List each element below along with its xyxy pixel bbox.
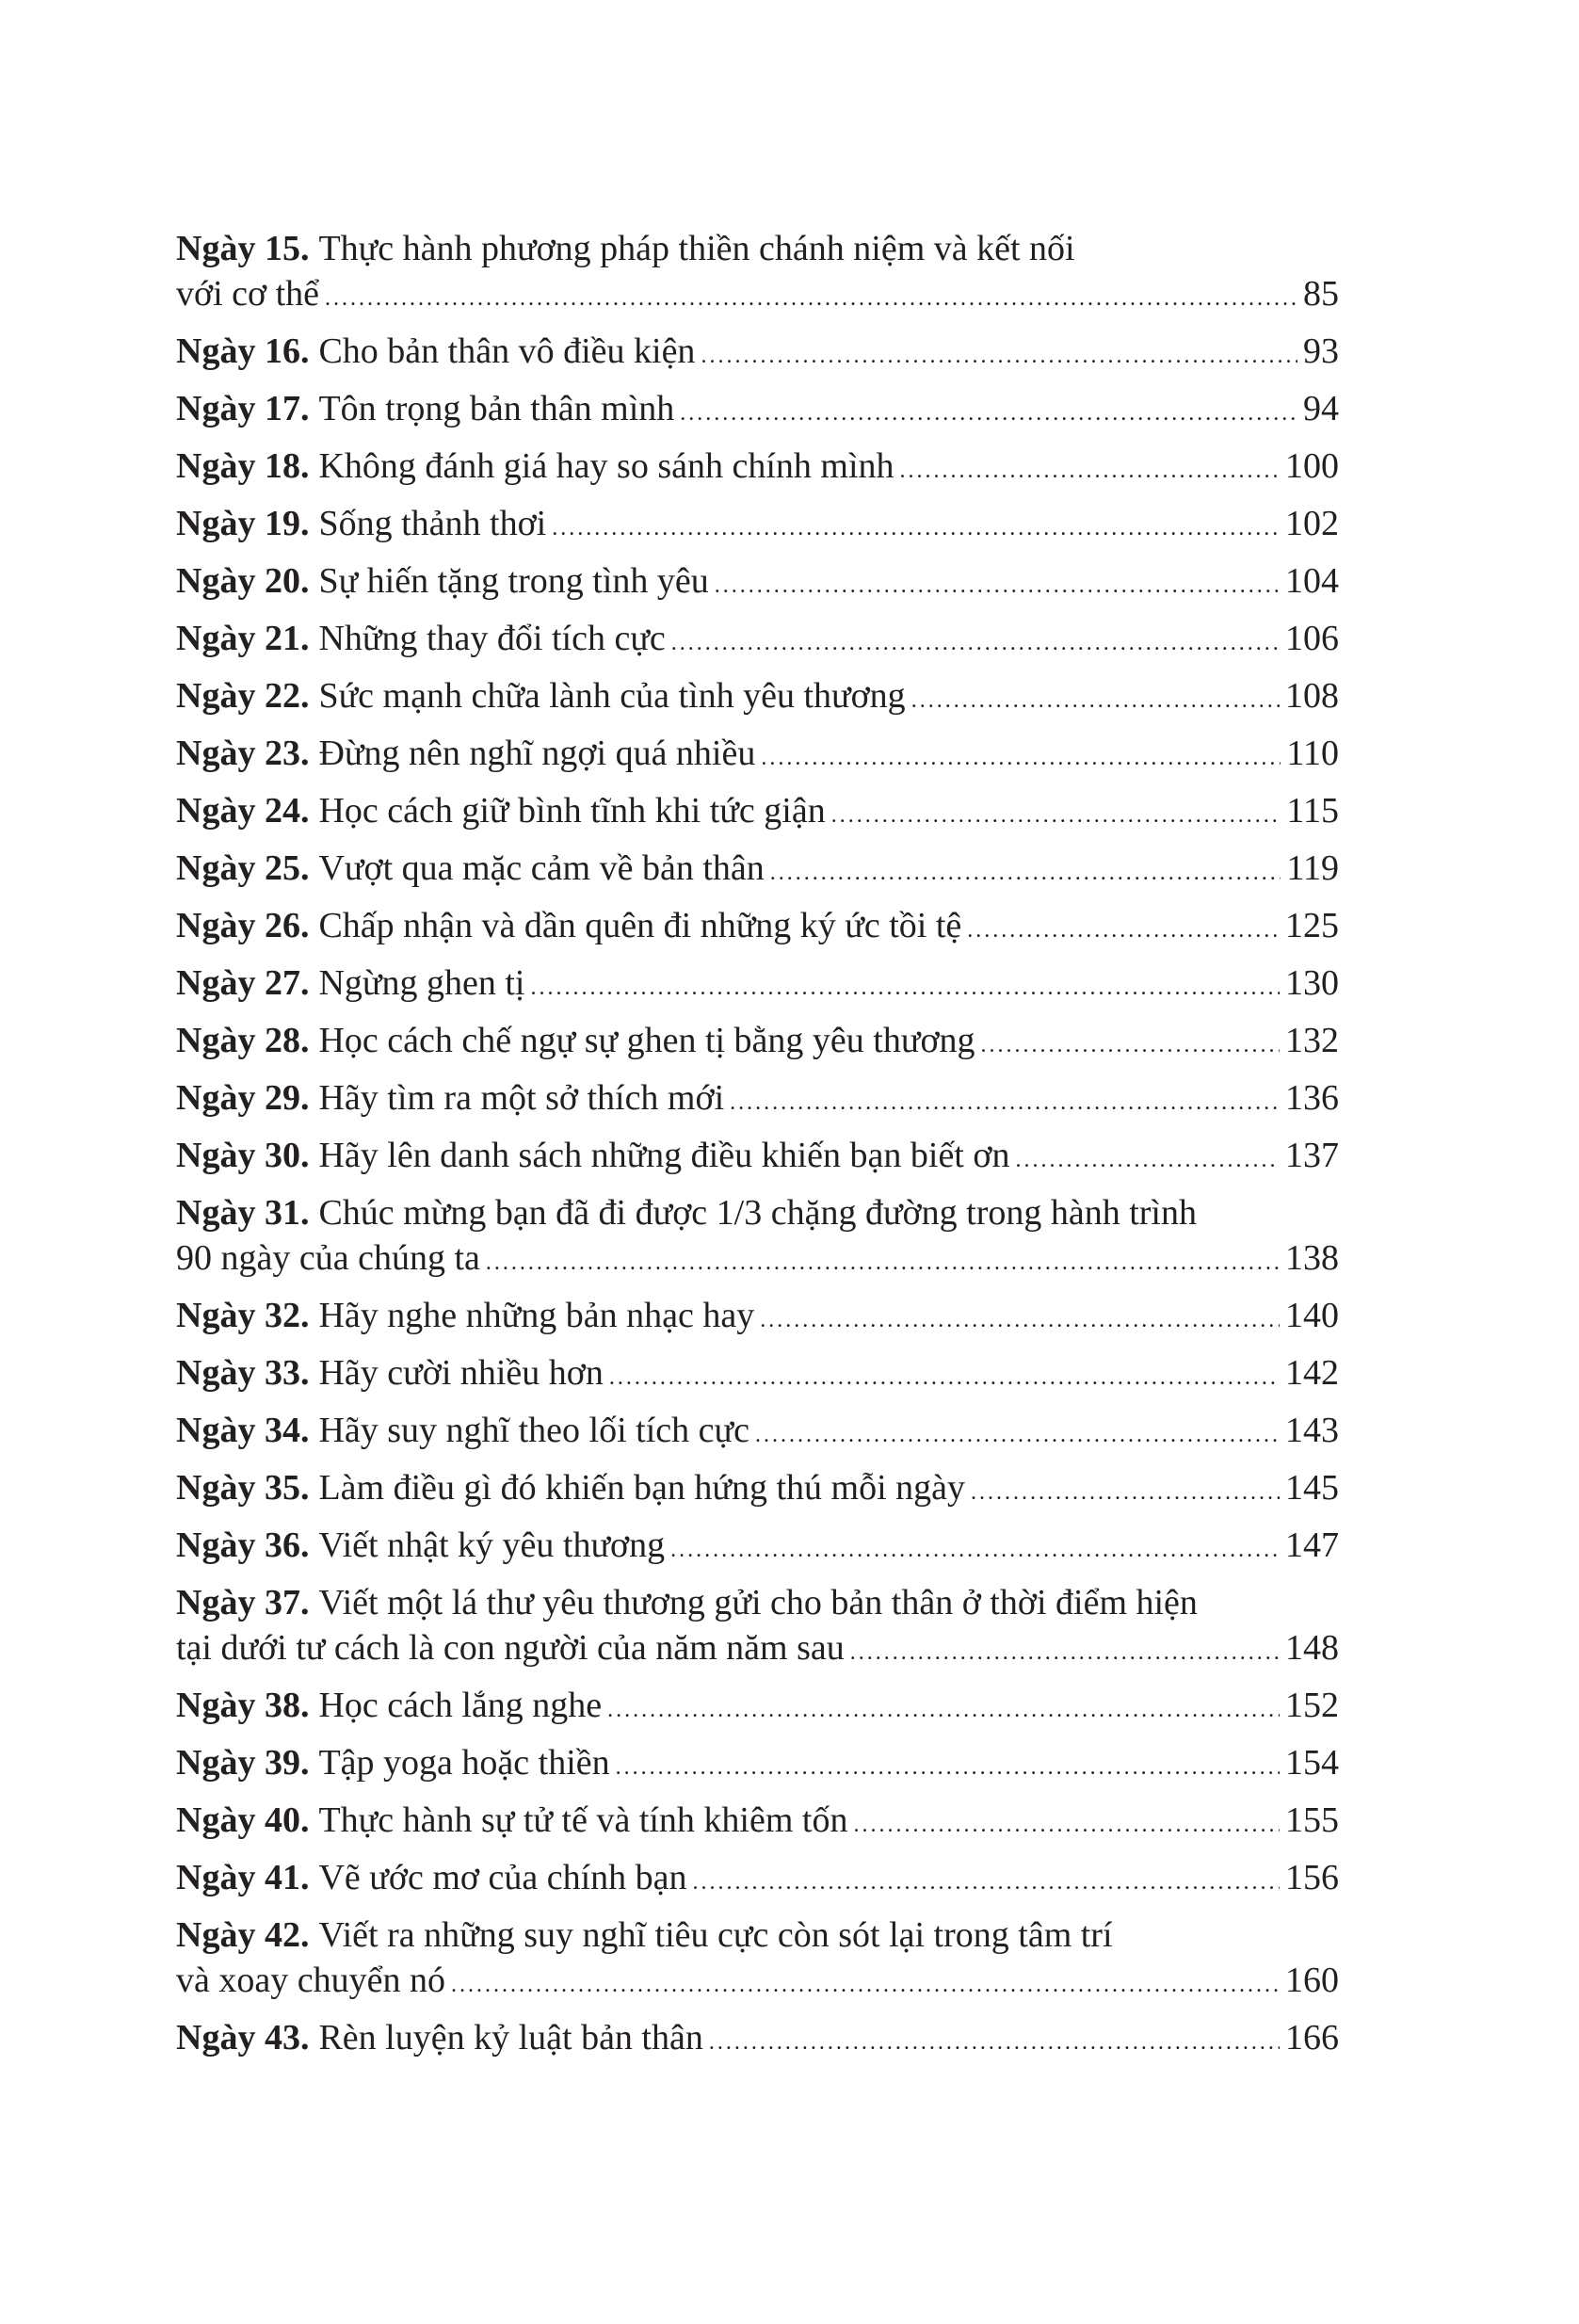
dot-leader xyxy=(1015,1138,1280,1183)
toc-entry-line xyxy=(176,1133,1339,1178)
entry-title: Viết một lá thư yêu thương gửi cho bản thân ở thời điểm hiện xyxy=(318,1583,1198,1622)
toc-entry xyxy=(176,1408,1339,1453)
entry-title: Chấp nhận và dần quên đi những ký ức tồi tệ xyxy=(318,906,962,945)
toc-entry xyxy=(176,1912,1339,2003)
toc-entry xyxy=(176,673,1339,718)
toc-entry xyxy=(176,846,1339,891)
toc-entry xyxy=(176,386,1339,431)
toc-entry xyxy=(176,903,1339,948)
day-label: Ngày 30. xyxy=(176,1136,310,1175)
dot-leader xyxy=(451,1962,1280,2008)
toc-entry-line xyxy=(176,960,1339,1006)
entry-title: Sức mạnh chữa lành của tình yêu thương xyxy=(318,676,906,716)
page-number: 143 xyxy=(1285,1411,1339,1450)
dot-leader xyxy=(911,678,1280,723)
day-label: Ngày 27. xyxy=(176,963,310,1003)
toc-entry xyxy=(176,1018,1339,1063)
page-number: 130 xyxy=(1285,963,1339,1003)
entry-title: Hãy suy nghĩ theo lối tích cực xyxy=(318,1411,749,1450)
toc-entry-line xyxy=(176,616,1339,661)
entry-title: Viết nhật ký yêu thương xyxy=(318,1525,666,1565)
toc-entry xyxy=(176,1075,1339,1121)
toc-entry-line xyxy=(176,386,1339,431)
dot-leader xyxy=(680,391,1297,436)
toc-entry xyxy=(176,1740,1339,1785)
toc-entry-line xyxy=(176,1855,1339,1900)
dot-leader xyxy=(609,1355,1280,1400)
toc-entry-line xyxy=(176,1018,1339,1063)
day-label: Ngày 31. xyxy=(176,1193,310,1233)
entry-title: Thực hành sự tử tế và tính khiêm tốn xyxy=(318,1800,848,1840)
day-label: Ngày 21. xyxy=(176,619,310,658)
toc-entry-line xyxy=(176,1580,1339,1625)
toc-entry-line xyxy=(176,1465,1339,1510)
toc-entry-line xyxy=(176,329,1339,374)
toc-entry-line xyxy=(176,1190,1339,1235)
entry-title: tại dưới tư cách là con người của năm năm sau xyxy=(176,1628,845,1668)
day-label: Ngày 38. xyxy=(176,1686,310,1725)
toc-entry xyxy=(176,1293,1339,1338)
page-number: 85 xyxy=(1303,274,1339,314)
toc-entry-line xyxy=(176,1523,1339,1568)
toc-entry-line xyxy=(176,731,1339,776)
page-number: 148 xyxy=(1285,1628,1339,1668)
dot-leader xyxy=(770,850,1281,896)
toc-entry-line xyxy=(176,903,1339,948)
page-number: 160 xyxy=(1285,1961,1339,2000)
day-label: Ngày 40. xyxy=(176,1800,310,1840)
toc-entry xyxy=(176,558,1339,604)
dot-leader xyxy=(730,1080,1280,1125)
toc-entry-line xyxy=(176,1235,1339,1281)
day-label: Ngày 17. xyxy=(176,389,310,428)
entry-title: và xoay chuyển nó xyxy=(176,1961,445,2000)
toc-entry xyxy=(176,731,1339,776)
toc-entry-line xyxy=(176,1408,1339,1453)
entry-title: Tôn trọng bản thân mình xyxy=(318,389,675,428)
dot-leader xyxy=(715,563,1280,608)
dot-leader xyxy=(971,1470,1280,1515)
page-number: 137 xyxy=(1285,1136,1339,1175)
toc-entry xyxy=(176,1580,1339,1670)
entry-title: Hãy tìm ra một sở thích mới xyxy=(318,1078,725,1118)
toc-entry xyxy=(176,1523,1339,1568)
dot-leader xyxy=(967,908,1280,953)
day-label: Ngày 22. xyxy=(176,676,310,716)
page-number: 106 xyxy=(1285,619,1339,658)
day-label: Ngày 43. xyxy=(176,2018,310,2058)
toc-entry-line xyxy=(176,846,1339,891)
page-number: 104 xyxy=(1285,561,1339,601)
dot-leader xyxy=(853,1802,1280,1848)
page-number: 155 xyxy=(1285,1800,1339,1840)
toc-entry-line xyxy=(176,1625,1339,1670)
entry-title: Cho bản thân vô điều kiện xyxy=(318,331,696,371)
toc-entry xyxy=(176,1350,1339,1396)
entry-title: Học cách giữ bình tĩnh khi tức giận xyxy=(318,791,826,831)
dot-leader xyxy=(486,1240,1280,1285)
dot-leader xyxy=(831,793,1281,838)
toc-entry-line xyxy=(176,1958,1339,2003)
entry-title: Chúc mừng bạn đã đi được 1/3 chặng đường trong hành trình xyxy=(318,1193,1197,1233)
toc-entry xyxy=(176,2015,1339,2060)
page-number: 142 xyxy=(1285,1353,1339,1393)
page-number: 147 xyxy=(1285,1525,1339,1565)
toc-entry xyxy=(176,1683,1339,1728)
page-number: 102 xyxy=(1285,504,1339,543)
entry-title: Học cách chế ngự sự ghen tị bằng yêu thương xyxy=(318,1021,975,1060)
page-number: 136 xyxy=(1285,1078,1339,1118)
page-number: 152 xyxy=(1285,1686,1339,1725)
page-number: 115 xyxy=(1286,791,1339,831)
day-label: Ngày 35. xyxy=(176,1468,310,1508)
page-number: 166 xyxy=(1285,2018,1339,2058)
toc-entry-line xyxy=(176,1740,1339,1785)
toc-entry xyxy=(176,329,1339,374)
toc-entry-line xyxy=(176,2015,1339,2060)
page-number: 145 xyxy=(1285,1468,1339,1508)
entry-title: Vẽ ước mơ của chính bạn xyxy=(318,1858,687,1897)
toc-entry-line xyxy=(176,1798,1339,1843)
toc-entry xyxy=(176,1190,1339,1281)
dot-leader xyxy=(709,2020,1280,2065)
day-label: Ngày 33. xyxy=(176,1353,310,1393)
entry-title: Hãy cười nhiều hơn xyxy=(318,1353,604,1393)
day-label: Ngày 15. xyxy=(176,229,310,268)
page-number: 125 xyxy=(1285,906,1339,945)
page-number: 132 xyxy=(1285,1021,1339,1060)
page-number: 108 xyxy=(1285,676,1339,716)
dot-leader xyxy=(325,276,1297,321)
toc-entry-line xyxy=(176,788,1339,833)
day-label: Ngày 25. xyxy=(176,848,310,888)
toc-entry-line xyxy=(176,558,1339,604)
entry-title: 90 ngày của chúng ta xyxy=(176,1238,480,1278)
dot-leader xyxy=(552,506,1280,551)
dot-leader xyxy=(760,1298,1280,1343)
day-label: Ngày 20. xyxy=(176,561,310,601)
page-number: 140 xyxy=(1285,1296,1339,1335)
entry-title: với cơ thể xyxy=(176,274,320,314)
entry-title: Vượt qua mặc cảm về bản thân xyxy=(318,848,765,888)
entry-title: Học cách lắng nghe xyxy=(318,1686,603,1725)
toc-entry xyxy=(176,616,1339,661)
day-label: Ngày 32. xyxy=(176,1296,310,1335)
toc-entry-line xyxy=(176,1683,1339,1728)
entry-title: Làm điều gì đó khiến bạn hứng thú mỗi ngày xyxy=(318,1468,965,1508)
dot-leader xyxy=(616,1745,1280,1790)
page-number: 100 xyxy=(1285,446,1339,486)
toc-entry-line xyxy=(176,226,1339,271)
entry-title: Hãy lên danh sách những điều khiến bạn biết ơn xyxy=(318,1136,1010,1175)
entry-title: Sống thảnh thơi xyxy=(318,504,547,543)
toc-entry xyxy=(176,960,1339,1006)
page-number: 154 xyxy=(1285,1743,1339,1783)
toc-entry xyxy=(176,226,1339,316)
page-number: 110 xyxy=(1286,734,1339,773)
page-number: 94 xyxy=(1303,389,1339,428)
page-number: 156 xyxy=(1285,1858,1339,1897)
day-label: Ngày 23. xyxy=(176,734,310,773)
entry-title: Thực hành phương pháp thiền chánh niệm và kết nối xyxy=(318,229,1075,268)
day-label: Ngày 42. xyxy=(176,1915,310,1955)
page-number: 138 xyxy=(1285,1238,1339,1278)
toc-entry-line xyxy=(176,673,1339,718)
dot-leader xyxy=(701,333,1297,379)
toc-entry xyxy=(176,1855,1339,1900)
toc-entry xyxy=(176,444,1339,489)
toc-entry-line xyxy=(176,1912,1339,1958)
toc-entry xyxy=(176,1798,1339,1843)
toc-entry-line xyxy=(176,1293,1339,1338)
entry-title: Không đánh giá hay so sánh chính mình xyxy=(318,446,894,486)
toc-entry-line xyxy=(176,1350,1339,1396)
dot-leader xyxy=(607,1687,1280,1733)
toc-entry-line xyxy=(176,271,1339,316)
dot-leader xyxy=(761,735,1281,781)
dot-leader xyxy=(693,1860,1281,1905)
day-label: Ngày 34. xyxy=(176,1411,310,1450)
dot-leader xyxy=(981,1023,1280,1068)
day-label: Ngày 26. xyxy=(176,906,310,945)
dot-leader xyxy=(850,1630,1280,1675)
toc-entry-line xyxy=(176,444,1339,489)
day-label: Ngày 18. xyxy=(176,446,310,486)
entry-title: Rèn luyện kỷ luật bản thân xyxy=(318,2018,703,2058)
dot-leader xyxy=(900,448,1280,493)
entry-title: Những thay đổi tích cực xyxy=(318,619,666,658)
dot-leader xyxy=(670,1527,1280,1573)
day-label: Ngày 39. xyxy=(176,1743,310,1783)
dot-leader xyxy=(671,621,1280,666)
toc-entry xyxy=(176,1133,1339,1178)
entry-title: Hãy nghe những bản nhạc hay xyxy=(318,1296,755,1335)
day-label: Ngày 41. xyxy=(176,1858,310,1897)
day-label: Ngày 29. xyxy=(176,1078,310,1118)
day-label: Ngày 28. xyxy=(176,1021,310,1060)
day-label: Ngày 19. xyxy=(176,504,310,543)
page-number: 119 xyxy=(1286,848,1339,888)
entry-title: Ngừng ghen tị xyxy=(318,963,525,1003)
day-label: Ngày 16. xyxy=(176,331,310,371)
day-label: Ngày 24. xyxy=(176,791,310,831)
toc-entry xyxy=(176,501,1339,546)
page-number: 93 xyxy=(1303,331,1339,371)
toc-entry xyxy=(176,788,1339,833)
table-of-contents xyxy=(176,226,1339,2073)
dot-leader xyxy=(530,965,1280,1010)
toc-entry xyxy=(176,1465,1339,1510)
dot-leader xyxy=(755,1412,1280,1458)
entry-title: Tập yoga hoặc thiền xyxy=(318,1743,610,1783)
entry-title: Sự hiến tặng trong tình yêu xyxy=(318,561,709,601)
day-label: Ngày 37. xyxy=(176,1583,310,1622)
toc-entry-line xyxy=(176,1075,1339,1121)
entry-title: Viết ra những suy nghĩ tiêu cực còn sót lại trong tâm trí xyxy=(318,1915,1113,1955)
entry-title: Đừng nên nghĩ ngợi quá nhiều xyxy=(318,734,756,773)
day-label: Ngày 36. xyxy=(176,1525,310,1565)
toc-entry-line xyxy=(176,501,1339,546)
